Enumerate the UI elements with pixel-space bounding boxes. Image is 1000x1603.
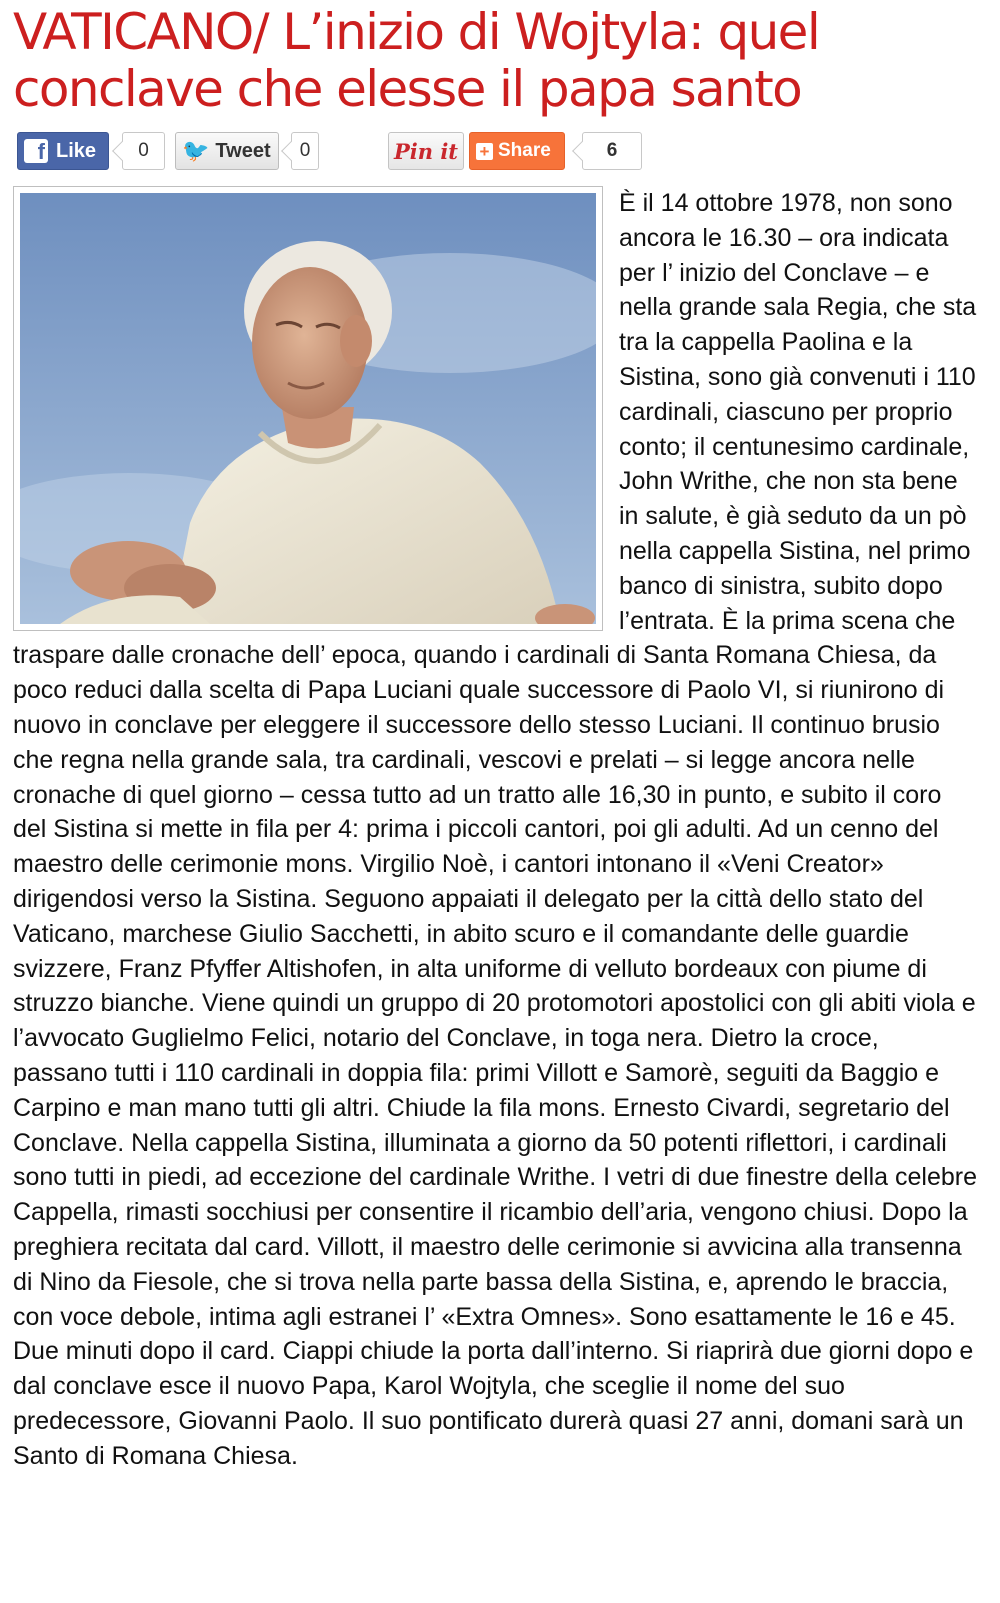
pin-it-button[interactable] xyxy=(388,132,464,170)
facebook-like-label: Like xyxy=(56,139,97,162)
pope-photo-illustration xyxy=(20,193,596,624)
share-label: Share xyxy=(498,140,551,161)
article-photo xyxy=(13,186,603,631)
tweet-label: Tweet xyxy=(215,139,271,162)
article-body xyxy=(13,186,978,1473)
facebook-icon: f xyxy=(24,139,48,163)
tweet-count: 0 xyxy=(291,132,319,170)
twitter-bird-icon: 🐦 xyxy=(182,138,210,163)
tweet-button[interactable] xyxy=(175,132,279,170)
facebook-like-count: 0 xyxy=(122,132,165,170)
article-title: VATICANO/ L’inizio di Wojtyla: quel conclave che elesse il papa santo xyxy=(13,3,820,118)
plus-icon: + xyxy=(476,143,493,160)
pin-it-label: Pin it xyxy=(393,138,459,164)
article-text: È il 14 ottobre 1978, non sono ancora le 16.30 – ora indicata per l’ inizio del Conclave – e nella grande sala Regia, che sta tra la cappella Paolina e la Sistina, sono già convenuti i 110 cardinali, ciascuno per proprio conto; il centunesimo cardinale, John Writhe, che non sta bene in salute, è già seduto da un pò nella cappella Sistina, nel primo banco di sinistra, subito dopo l’entrata. È la prima scena che traspare dalle cronache dell’ epoca, quando i cardinali di Santa Romana Chiesa, da poco reduci dalla scelta di Papa Luciani quale successore di Paolo VI, si riunirono di nuovo in conclave per eleggere il successore dello stesso Luciani. Il continuo brusio che regna nella grande sala, tra cardinali, vescovi e prelati – si legge ancora nelle cronache di quel giorno – cessa tutto ad un tratto alle 16,30 in punto, e subito il coro del Sistina si mette in fila per 4: prima i piccoli cantori, poi gli adulti. Ad un cenno del maestro delle cerimonie mons. Virgilio Noè, i cantori intonano il «Veni Creator» dirigendosi verso la Sistina. Seguono appaiati il delegato per la città dello stato del Vaticano, marchese Giulio Sacchetti, in abito scuro e il comandante delle guardie svizzere, Franz Pfyffer Altishofen, in alta uniforme di velluto bordeaux con piume di struzzo bianche. Viene quindi un gruppo di 20 protomotori apostolici con gli abiti viola e l’avvocato Guglielmo Felici, notario del Conclave, in toga nera. Dietro la croce, passano tutti i 110 cardinali in doppia fila: primi Villott e Samorè, seguiti da Baggio e Carpino e man mano tutti gli altri. Chiude la fila mons. Ernesto Civardi, segretario del Conclave. Nella cappella Sistina, illuminata a giorno da 50 potenti riflettori, i cardinali sono tutti in piedi, ad eccezione del cardinale Writhe. I vetri di due finestre della celebre Cappella, rimasti socchiusi per consentire il ricambio dell’aria, vengono chiusi. Dopo la preghiera recitata dal card. Villott, il maestro delle cerimonie si avvicina alla transenna di Nino da Fiesole, che si trova nella parte bassa della Sistina, e, aprendo le braccia, con voce debole, intima agli estranei l’ «Extra Omnes». Sono esattamente le 16 e 45. Due minuti dopo il card. Ciappi chiude la porta dall’interno. Si riaprirà due giorni dopo e dal conclave esce il nuovo Papa, Karol Wojtyla, che sceglie il nome del suo predecessore, Giovanni Paolo. Il suo pontificato durerà quasi 27 anni, domani sarà un Santo di Romana Chiesa. xyxy=(13,189,977,1470)
facebook-like-button[interactable] xyxy=(17,132,109,170)
share-count: 6 xyxy=(582,132,642,170)
share-bar xyxy=(13,132,978,176)
share-button[interactable] xyxy=(469,132,565,170)
